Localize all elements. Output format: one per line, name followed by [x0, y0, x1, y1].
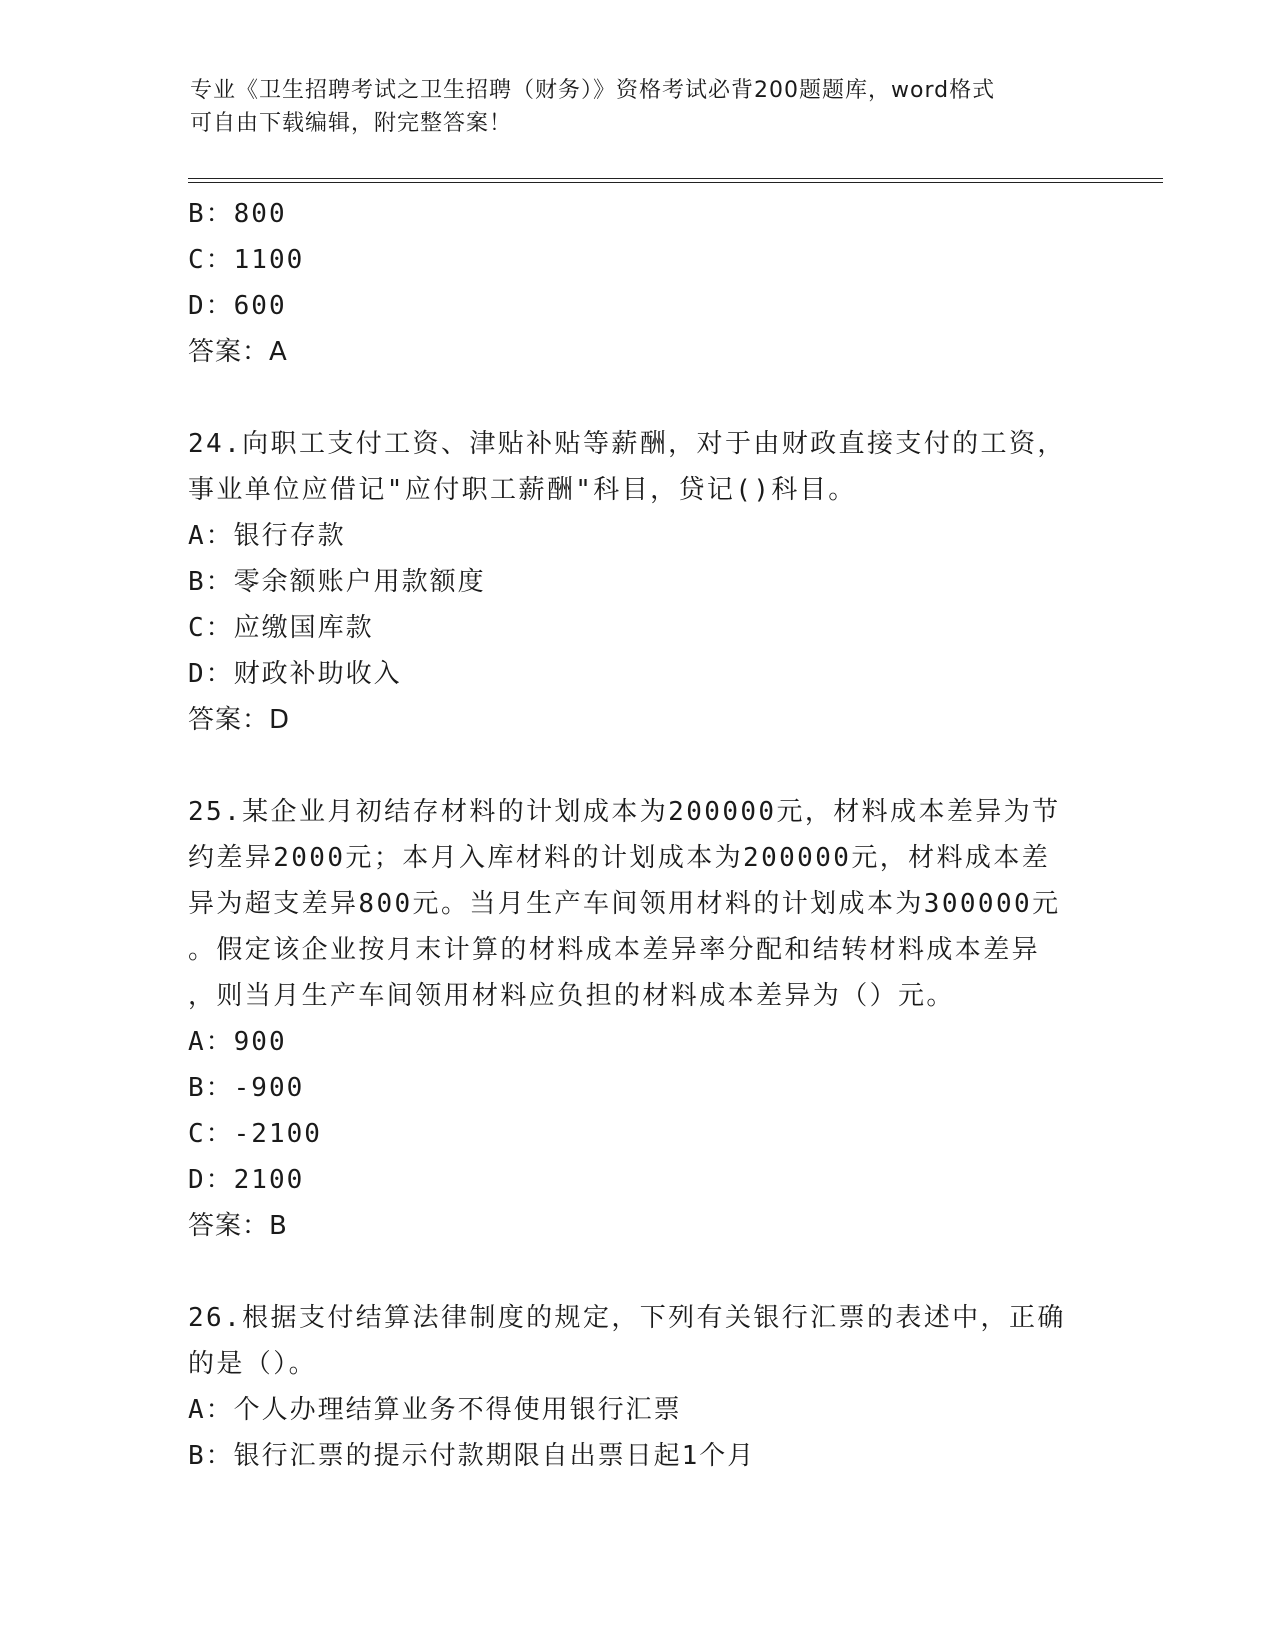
spacer — [188, 743, 1088, 789]
option-c: C：1100 — [188, 245, 305, 275]
option-c: C：应缴国库款 — [188, 613, 374, 643]
option-a: A：900 — [188, 1027, 287, 1057]
question-line: 事业单位应借记"应付职工薪酬"科目，贷记()科目。 — [188, 475, 857, 505]
question-line: ，则当月生产车间领用材料应负担的材料成本差异为（）元。 — [188, 981, 955, 1011]
spacer — [188, 375, 1088, 421]
question-list — [188, 191, 1088, 1479]
header-line-1: 专业《卫生招聘考试之卫生招聘（财务）》资格考试必背200题题库，word格式 — [190, 78, 996, 103]
question-25 — [188, 789, 1088, 1249]
question-line: 的是（）。 — [188, 1349, 318, 1379]
question-line: 。假定该企业按月末计算的材料成本差异率分配和结转材料成本差异 — [188, 935, 1041, 965]
header-line-2: 可自由下载编辑，附完整答案！ — [190, 111, 513, 136]
option-b: B：800 — [188, 199, 287, 229]
answer-label: 答案：A — [188, 337, 288, 367]
answer-label: 答案：B — [188, 1211, 288, 1241]
option-d: D：财政补助收入 — [188, 659, 402, 689]
question-23-tail — [188, 191, 1088, 375]
answer-label: 答案：D — [188, 705, 291, 735]
question-line: 约差异2000元；本月入库材料的计划成本为200000元，材料成本差 — [188, 843, 1051, 873]
spacer — [188, 1249, 1088, 1295]
option-b: B：银行汇票的提示付款期限自出票日起1个月 — [188, 1441, 756, 1471]
option-a: A：个人办理结算业务不得使用银行汇票 — [188, 1395, 682, 1425]
option-d: D：2100 — [188, 1165, 305, 1195]
option-c: C：-2100 — [188, 1119, 322, 1149]
option-a: A：银行存款 — [188, 521, 346, 551]
question-24 — [188, 421, 1088, 743]
option-d: D：600 — [188, 291, 287, 321]
question-text — [188, 1295, 1088, 1387]
question-26 — [188, 1295, 1088, 1479]
question-line: 25.某企业月初结存材料的计划成本为200000元，材料成本差异为节 — [188, 797, 1061, 827]
question-line: 24.向职工支付工资、津贴补贴等薪酬，对于由财政直接支付的工资， — [188, 429, 1066, 459]
option-b: B：-900 — [188, 1073, 305, 1103]
option-b: B：零余额账户用款额度 — [188, 567, 486, 597]
question-line: 26.根据支付结算法律制度的规定，下列有关银行汇票的表述中，正确 — [188, 1303, 1066, 1333]
question-line: 异为超支差异800元。当月生产车间领用材料的计划成本为300000元 — [188, 889, 1061, 919]
question-text — [188, 789, 1088, 1019]
header-divider — [188, 178, 1163, 183]
document-header — [190, 74, 1070, 140]
question-text — [188, 421, 1088, 513]
